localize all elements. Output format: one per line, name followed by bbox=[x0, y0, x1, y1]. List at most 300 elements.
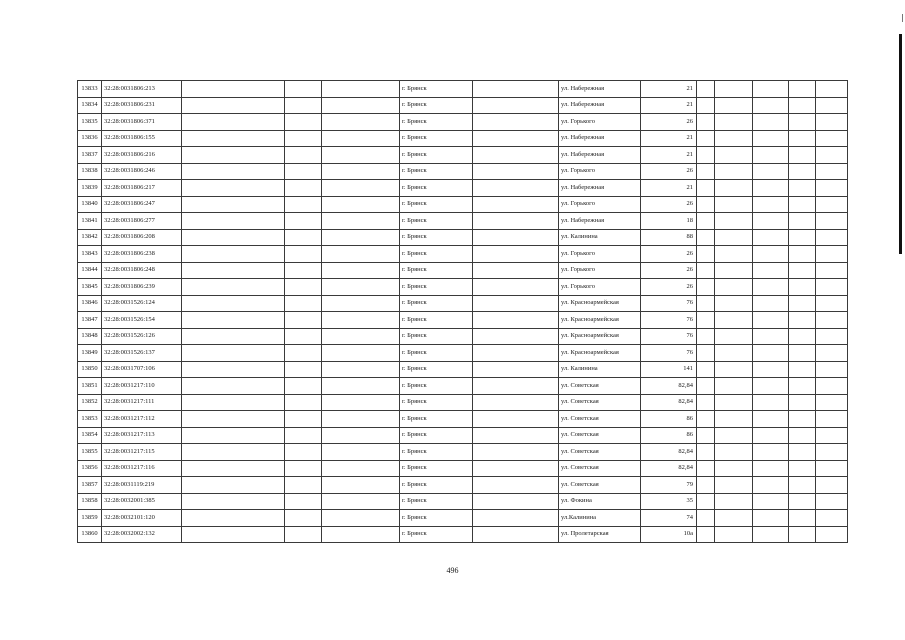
empty-cell bbox=[816, 394, 848, 411]
empty-cell bbox=[473, 444, 559, 461]
row-number-cell: 13837 bbox=[78, 147, 102, 164]
empty-cell bbox=[697, 526, 715, 543]
empty-cell bbox=[473, 361, 559, 378]
empty-cell bbox=[715, 147, 753, 164]
empty-cell bbox=[753, 196, 789, 213]
city-cell: г. Брянск bbox=[400, 444, 473, 461]
city-cell: г. Брянск bbox=[400, 526, 473, 543]
table-row bbox=[78, 510, 848, 527]
empty-cell bbox=[322, 246, 400, 263]
row-number-cell: 13851 bbox=[78, 378, 102, 395]
city-cell: г. Брянск bbox=[400, 229, 473, 246]
street-cell: ул. Советская bbox=[559, 477, 641, 494]
street-cell: ул. Горького bbox=[559, 246, 641, 263]
empty-cell bbox=[697, 81, 715, 98]
table-row bbox=[78, 361, 848, 378]
street-cell: ул. Горького bbox=[559, 114, 641, 131]
empty-cell bbox=[182, 444, 285, 461]
city-cell: г. Брянск bbox=[400, 147, 473, 164]
row-number-cell: 13859 bbox=[78, 510, 102, 527]
empty-cell bbox=[285, 229, 322, 246]
empty-cell bbox=[182, 147, 285, 164]
empty-cell bbox=[473, 427, 559, 444]
empty-cell bbox=[182, 328, 285, 345]
empty-cell bbox=[697, 510, 715, 527]
empty-cell bbox=[697, 460, 715, 477]
empty-cell bbox=[285, 180, 322, 197]
empty-cell bbox=[816, 312, 848, 329]
empty-cell bbox=[322, 229, 400, 246]
cadastral-number-cell: 32:28:0032101:120 bbox=[102, 510, 182, 527]
empty-cell bbox=[285, 279, 322, 296]
empty-cell bbox=[473, 328, 559, 345]
empty-cell bbox=[753, 97, 789, 114]
table-row bbox=[78, 477, 848, 494]
empty-cell bbox=[816, 427, 848, 444]
empty-cell bbox=[789, 262, 816, 279]
street-cell: ул. Горького bbox=[559, 196, 641, 213]
house-number-cell: 26 bbox=[641, 279, 697, 296]
table-row bbox=[78, 460, 848, 477]
empty-cell bbox=[182, 81, 285, 98]
street-cell: ул. Советская bbox=[559, 411, 641, 428]
empty-cell bbox=[322, 114, 400, 131]
empty-cell bbox=[789, 130, 816, 147]
empty-cell bbox=[473, 526, 559, 543]
house-number-cell: 26 bbox=[641, 246, 697, 263]
empty-cell bbox=[322, 312, 400, 329]
empty-cell bbox=[753, 213, 789, 230]
house-number-cell: 21 bbox=[641, 180, 697, 197]
empty-cell bbox=[789, 493, 816, 510]
empty-cell bbox=[182, 411, 285, 428]
street-cell: ул. Советская bbox=[559, 394, 641, 411]
empty-cell bbox=[789, 460, 816, 477]
house-number-cell: 26 bbox=[641, 114, 697, 131]
cadastral-number-cell: 32:28:0031806:231 bbox=[102, 97, 182, 114]
row-number-cell: 13846 bbox=[78, 295, 102, 312]
empty-cell bbox=[789, 361, 816, 378]
empty-cell bbox=[285, 493, 322, 510]
row-number-cell: 13856 bbox=[78, 460, 102, 477]
row-number-cell: 13847 bbox=[78, 312, 102, 329]
empty-cell bbox=[182, 246, 285, 263]
empty-cell bbox=[715, 328, 753, 345]
cadastral-number-cell: 32:28:0031526:154 bbox=[102, 312, 182, 329]
empty-cell bbox=[473, 97, 559, 114]
empty-cell bbox=[697, 213, 715, 230]
house-number-cell: 26 bbox=[641, 163, 697, 180]
empty-cell bbox=[473, 147, 559, 164]
empty-cell bbox=[715, 114, 753, 131]
empty-cell bbox=[715, 229, 753, 246]
city-cell: г. Брянск bbox=[400, 163, 473, 180]
row-number-cell: 13849 bbox=[78, 345, 102, 362]
house-number-cell: 82,84 bbox=[641, 394, 697, 411]
empty-cell bbox=[285, 526, 322, 543]
house-number-cell: 88 bbox=[641, 229, 697, 246]
cadastral-number-cell: 32:28:0031526:137 bbox=[102, 345, 182, 362]
city-cell: г. Брянск bbox=[400, 213, 473, 230]
house-number-cell: 74 bbox=[641, 510, 697, 527]
empty-cell bbox=[473, 213, 559, 230]
table-body bbox=[78, 81, 848, 543]
empty-cell bbox=[285, 81, 322, 98]
empty-cell bbox=[789, 114, 816, 131]
city-cell: г. Брянск bbox=[400, 394, 473, 411]
scan-edge-bar bbox=[899, 34, 902, 254]
empty-cell bbox=[322, 378, 400, 395]
empty-cell bbox=[753, 147, 789, 164]
empty-cell bbox=[697, 328, 715, 345]
cadastral-number-cell: 32:28:0031217:115 bbox=[102, 444, 182, 461]
empty-cell bbox=[715, 411, 753, 428]
house-number-cell: 76 bbox=[641, 328, 697, 345]
empty-cell bbox=[285, 460, 322, 477]
empty-cell bbox=[182, 229, 285, 246]
empty-cell bbox=[473, 378, 559, 395]
empty-cell bbox=[285, 345, 322, 362]
empty-cell bbox=[697, 312, 715, 329]
empty-cell bbox=[182, 130, 285, 147]
empty-cell bbox=[753, 361, 789, 378]
empty-cell bbox=[285, 394, 322, 411]
empty-cell bbox=[753, 262, 789, 279]
empty-cell bbox=[285, 510, 322, 527]
empty-cell bbox=[285, 163, 322, 180]
row-number-cell: 13860 bbox=[78, 526, 102, 543]
table-row bbox=[78, 180, 848, 197]
row-number-cell: 13838 bbox=[78, 163, 102, 180]
empty-cell bbox=[753, 130, 789, 147]
empty-cell bbox=[715, 279, 753, 296]
empty-cell bbox=[697, 180, 715, 197]
cadastral-number-cell: 32:28:0031806:239 bbox=[102, 279, 182, 296]
empty-cell bbox=[285, 295, 322, 312]
empty-cell bbox=[789, 196, 816, 213]
empty-cell bbox=[285, 411, 322, 428]
cadastral-number-cell: 32:28:0031806:155 bbox=[102, 130, 182, 147]
cadastral-number-cell: 32:28:0031806:213 bbox=[102, 81, 182, 98]
city-cell: г. Брянск bbox=[400, 477, 473, 494]
row-number-cell: 13834 bbox=[78, 97, 102, 114]
row-number-cell: 13855 bbox=[78, 444, 102, 461]
empty-cell bbox=[322, 477, 400, 494]
empty-cell bbox=[182, 427, 285, 444]
empty-cell bbox=[322, 328, 400, 345]
row-number-cell: 13836 bbox=[78, 130, 102, 147]
empty-cell bbox=[697, 97, 715, 114]
empty-cell bbox=[753, 526, 789, 543]
empty-cell bbox=[789, 246, 816, 263]
empty-cell bbox=[715, 262, 753, 279]
cadastral-number-cell: 32:28:0031806:248 bbox=[102, 262, 182, 279]
empty-cell bbox=[697, 345, 715, 362]
street-cell: ул.Калинина bbox=[559, 510, 641, 527]
empty-cell bbox=[789, 427, 816, 444]
empty-cell bbox=[473, 130, 559, 147]
row-number-cell: 13858 bbox=[78, 493, 102, 510]
house-number-cell: 76 bbox=[641, 345, 697, 362]
house-number-cell: 21 bbox=[641, 130, 697, 147]
empty-cell bbox=[715, 526, 753, 543]
city-cell: г. Брянск bbox=[400, 427, 473, 444]
house-number-cell: 21 bbox=[641, 97, 697, 114]
empty-cell bbox=[473, 196, 559, 213]
empty-cell bbox=[789, 295, 816, 312]
empty-cell bbox=[789, 378, 816, 395]
empty-cell bbox=[789, 444, 816, 461]
empty-cell bbox=[182, 510, 285, 527]
table-row bbox=[78, 378, 848, 395]
cadastral-number-cell: 32:28:0031806:246 bbox=[102, 163, 182, 180]
city-cell: г. Брянск bbox=[400, 246, 473, 263]
empty-cell bbox=[285, 361, 322, 378]
city-cell: г. Брянск bbox=[400, 361, 473, 378]
table-row bbox=[78, 246, 848, 263]
house-number-cell: 141 bbox=[641, 361, 697, 378]
row-number-cell: 13854 bbox=[78, 427, 102, 444]
empty-cell bbox=[697, 229, 715, 246]
empty-cell bbox=[182, 312, 285, 329]
empty-cell bbox=[322, 427, 400, 444]
empty-cell bbox=[322, 147, 400, 164]
cadastral-number-cell: 32:28:0031217:112 bbox=[102, 411, 182, 428]
empty-cell bbox=[322, 394, 400, 411]
empty-cell bbox=[322, 493, 400, 510]
house-number-cell: 82,84 bbox=[641, 378, 697, 395]
empty-cell bbox=[322, 295, 400, 312]
house-number-cell: 76 bbox=[641, 312, 697, 329]
city-cell: г. Брянск bbox=[400, 262, 473, 279]
empty-cell bbox=[182, 196, 285, 213]
empty-cell bbox=[789, 163, 816, 180]
empty-cell bbox=[753, 279, 789, 296]
row-number-cell: 13850 bbox=[78, 361, 102, 378]
empty-cell bbox=[322, 180, 400, 197]
empty-cell bbox=[322, 130, 400, 147]
empty-cell bbox=[322, 444, 400, 461]
street-cell: ул. Красноармейская bbox=[559, 345, 641, 362]
empty-cell bbox=[715, 394, 753, 411]
empty-cell bbox=[753, 460, 789, 477]
empty-cell bbox=[753, 229, 789, 246]
empty-cell bbox=[285, 130, 322, 147]
row-number-cell: 13842 bbox=[78, 229, 102, 246]
table-row bbox=[78, 295, 848, 312]
empty-cell bbox=[182, 526, 285, 543]
empty-cell bbox=[473, 477, 559, 494]
table-row bbox=[78, 328, 848, 345]
empty-cell bbox=[789, 328, 816, 345]
empty-cell bbox=[715, 97, 753, 114]
empty-cell bbox=[816, 246, 848, 263]
table-row bbox=[78, 411, 848, 428]
cadastral-number-cell: 32:28:0031217:111 bbox=[102, 394, 182, 411]
empty-cell bbox=[473, 114, 559, 131]
city-cell: г. Брянск bbox=[400, 378, 473, 395]
table-row bbox=[78, 163, 848, 180]
row-number-cell: 13848 bbox=[78, 328, 102, 345]
empty-cell bbox=[285, 427, 322, 444]
house-number-cell: 86 bbox=[641, 427, 697, 444]
empty-cell bbox=[285, 114, 322, 131]
empty-cell bbox=[789, 510, 816, 527]
empty-cell bbox=[697, 394, 715, 411]
empty-cell bbox=[182, 345, 285, 362]
empty-cell bbox=[715, 163, 753, 180]
empty-cell bbox=[285, 246, 322, 263]
street-cell: ул. Красноармейская bbox=[559, 312, 641, 329]
city-cell: г. Брянск bbox=[400, 81, 473, 98]
empty-cell bbox=[697, 493, 715, 510]
street-cell: ул. Фокина bbox=[559, 493, 641, 510]
street-cell: ул. Красноармейская bbox=[559, 328, 641, 345]
empty-cell bbox=[322, 526, 400, 543]
empty-cell bbox=[816, 213, 848, 230]
empty-cell bbox=[322, 196, 400, 213]
house-number-cell: 79 bbox=[641, 477, 697, 494]
city-cell: г. Брянск bbox=[400, 196, 473, 213]
empty-cell bbox=[715, 130, 753, 147]
empty-cell bbox=[322, 361, 400, 378]
empty-cell bbox=[473, 295, 559, 312]
street-cell: ул. Набережная bbox=[559, 147, 641, 164]
house-number-cell: 18 bbox=[641, 213, 697, 230]
empty-cell bbox=[753, 295, 789, 312]
empty-cell bbox=[789, 477, 816, 494]
empty-cell bbox=[182, 262, 285, 279]
table-row bbox=[78, 262, 848, 279]
empty-cell bbox=[697, 262, 715, 279]
empty-cell bbox=[816, 378, 848, 395]
empty-cell bbox=[697, 361, 715, 378]
street-cell: ул. Набережная bbox=[559, 97, 641, 114]
street-cell: ул. Советская bbox=[559, 460, 641, 477]
empty-cell bbox=[182, 213, 285, 230]
empty-cell bbox=[473, 163, 559, 180]
empty-cell bbox=[697, 163, 715, 180]
empty-cell bbox=[715, 196, 753, 213]
empty-cell bbox=[753, 163, 789, 180]
city-cell: г. Брянск bbox=[400, 510, 473, 527]
empty-cell bbox=[697, 411, 715, 428]
empty-cell bbox=[697, 378, 715, 395]
cadastral-number-cell: 32:28:0031806:277 bbox=[102, 213, 182, 230]
cadastral-number-cell: 32:28:0031526:124 bbox=[102, 295, 182, 312]
cadastral-number-cell: 32:28:0031119:219 bbox=[102, 477, 182, 494]
empty-cell bbox=[816, 444, 848, 461]
row-number-cell: 13852 bbox=[78, 394, 102, 411]
house-number-cell: 82,84 bbox=[641, 460, 697, 477]
table-row bbox=[78, 213, 848, 230]
city-cell: г. Брянск bbox=[400, 130, 473, 147]
empty-cell bbox=[473, 262, 559, 279]
cadastral-number-cell: 32:28:0031806:216 bbox=[102, 147, 182, 164]
empty-cell bbox=[715, 477, 753, 494]
empty-cell bbox=[285, 444, 322, 461]
empty-cell bbox=[697, 246, 715, 263]
empty-cell bbox=[789, 81, 816, 98]
street-cell: ул. Пролетарская bbox=[559, 526, 641, 543]
empty-cell bbox=[816, 328, 848, 345]
table-row bbox=[78, 81, 848, 98]
empty-cell bbox=[753, 328, 789, 345]
empty-cell bbox=[697, 147, 715, 164]
row-number-cell: 13835 bbox=[78, 114, 102, 131]
row-number-cell: 13843 bbox=[78, 246, 102, 263]
empty-cell bbox=[697, 444, 715, 461]
empty-cell bbox=[285, 328, 322, 345]
empty-cell bbox=[816, 114, 848, 131]
empty-cell bbox=[182, 493, 285, 510]
empty-cell bbox=[285, 213, 322, 230]
row-number-cell: 13844 bbox=[78, 262, 102, 279]
register-table bbox=[77, 80, 848, 543]
empty-cell bbox=[715, 427, 753, 444]
street-cell: ул. Набережная bbox=[559, 213, 641, 230]
empty-cell bbox=[473, 394, 559, 411]
empty-cell bbox=[697, 130, 715, 147]
table-row bbox=[78, 312, 848, 329]
scan-edge-mark bbox=[902, 14, 903, 22]
house-number-cell: 82,84 bbox=[641, 444, 697, 461]
street-cell: ул. Горького bbox=[559, 279, 641, 296]
house-number-cell: 35 bbox=[641, 493, 697, 510]
cadastral-number-cell: 32:28:0031217:110 bbox=[102, 378, 182, 395]
table-row bbox=[78, 394, 848, 411]
street-cell: ул. Набережная bbox=[559, 180, 641, 197]
empty-cell bbox=[816, 97, 848, 114]
house-number-cell: 26 bbox=[641, 196, 697, 213]
empty-cell bbox=[715, 510, 753, 527]
empty-cell bbox=[816, 130, 848, 147]
empty-cell bbox=[715, 378, 753, 395]
empty-cell bbox=[753, 246, 789, 263]
street-cell: ул. Красноармейская bbox=[559, 295, 641, 312]
table-row bbox=[78, 196, 848, 213]
empty-cell bbox=[285, 147, 322, 164]
empty-cell bbox=[182, 279, 285, 296]
empty-cell bbox=[715, 295, 753, 312]
empty-cell bbox=[285, 97, 322, 114]
empty-cell bbox=[473, 312, 559, 329]
city-cell: г. Брянск bbox=[400, 345, 473, 362]
city-cell: г. Брянск bbox=[400, 97, 473, 114]
empty-cell bbox=[789, 213, 816, 230]
empty-cell bbox=[816, 411, 848, 428]
row-number-cell: 13845 bbox=[78, 279, 102, 296]
row-number-cell: 13857 bbox=[78, 477, 102, 494]
street-cell: ул. Советская bbox=[559, 427, 641, 444]
empty-cell bbox=[182, 378, 285, 395]
row-number-cell: 13833 bbox=[78, 81, 102, 98]
empty-cell bbox=[753, 114, 789, 131]
table-row bbox=[78, 229, 848, 246]
empty-cell bbox=[182, 180, 285, 197]
cadastral-number-cell: 32:28:0031806:238 bbox=[102, 246, 182, 263]
empty-cell bbox=[182, 477, 285, 494]
cadastral-number-cell: 32:28:0031806:371 bbox=[102, 114, 182, 131]
empty-cell bbox=[473, 345, 559, 362]
house-number-cell: 10a bbox=[641, 526, 697, 543]
table-row bbox=[78, 147, 848, 164]
city-cell: г. Брянск bbox=[400, 460, 473, 477]
empty-cell bbox=[753, 493, 789, 510]
city-cell: г. Брянск bbox=[400, 279, 473, 296]
empty-cell bbox=[697, 295, 715, 312]
cadastral-number-cell: 32:28:0032001:385 bbox=[102, 493, 182, 510]
